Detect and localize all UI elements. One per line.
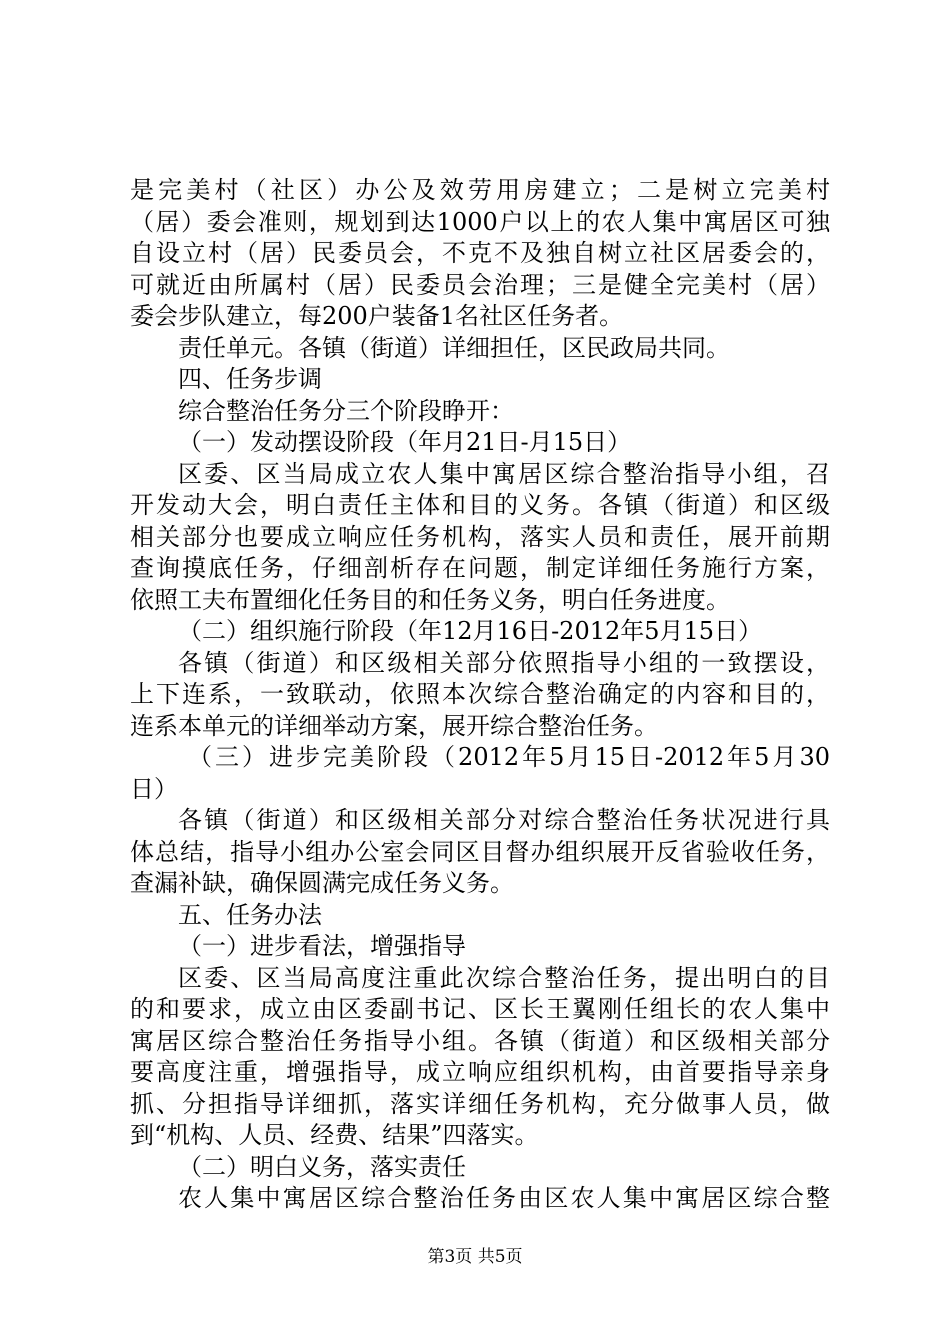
- subsection-heading: （二）组织施行阶段（年12月16日-2012年5月15日）: [178, 617, 763, 645]
- subsection-heading: （二）明白义务，落实责任: [178, 1152, 466, 1181]
- document-body: [130, 175, 830, 1215]
- responsibility-line: 责任单元。各镇（街道）详细担任，区民政局共同。: [178, 333, 730, 362]
- paragraph-line: 上下连系，一致联动，依照本次综合整治确定的内容和目的，: [130, 680, 830, 708]
- paragraph-line: 各镇（街道）和区级相关部分依照指导小组的一致摆设，: [178, 648, 830, 677]
- paragraph-line: 抓、分担指导详细抓，落实详细任务机构，充分做事人员，做: [130, 1089, 830, 1118]
- paragraph-line: 依照工夫布置细化任务目的和任务义务，明白任务进度。: [130, 585, 730, 614]
- paragraph-line: 自设立村（居）民委员会，不克不及独自树立社区居委会的，: [130, 239, 830, 267]
- subsection-heading: （三）进步完美阶段（2012年5月15日-2012年5月30: [188, 743, 830, 771]
- paragraph-line: 要高度注重，增强指导，成立响应组织机构，由首要指导亲身: [130, 1058, 830, 1086]
- paragraph-line: 委会步队建立，每200户装备1名社区任务者。: [130, 302, 624, 330]
- paragraph-line: 区委、区当局高度注重此次综合整治任务，提出明白的目: [178, 963, 830, 992]
- paragraph-line: 体总结，指导小组办公室会同区目督办组织展开反省验收任务，: [130, 837, 830, 866]
- section-heading: 四、任务步调: [178, 365, 322, 393]
- paragraph-line: 的和要求，成立由区委副书记、区长王翼刚任组长的农人集中: [130, 995, 830, 1023]
- page-footer: [0, 1242, 950, 1267]
- paragraph-line: 查询摸底任务，仔细剖析存在问题，制定详细任务施行方案，: [130, 554, 830, 582]
- paragraph-line: 农人集中寓居区综合整治任务由区农人集中寓居区综合整: [178, 1184, 830, 1212]
- subsection-heading: （一）进步看法，增强指导: [178, 932, 466, 960]
- paragraph-line: 相关部分也要成立响应任务机构，落实人员和责任，展开前期: [130, 522, 830, 551]
- subsection-heading-continued: 日）: [130, 774, 178, 803]
- section-heading: 五、任务办法: [178, 900, 322, 929]
- paragraph-line: 各镇（街道）和区级相关部分对综合整治任务状况进行具: [178, 806, 830, 834]
- paragraph-line: 查漏补缺，确保圆满完成任务义务。: [130, 869, 514, 897]
- subsection-heading: （一）发动摆设阶段（年月21日-月15日）: [178, 428, 632, 456]
- paragraph-line: 区委、区当局成立农人集中寓居区综合整治指导小组，召: [178, 459, 830, 488]
- paragraph-line: 可就近由所属村（居）民委员会治理；三是健全完美村（居）: [130, 270, 830, 299]
- paragraph-line: 连系本单元的详细举动方案，展开综合整治任务。: [130, 711, 658, 740]
- paragraph-line: 到“机构、人员、经费、结果”四落实。: [130, 1121, 539, 1149]
- paragraph-line: 开发动大会，明白责任主体和目的义务。各镇（街道）和区级: [130, 491, 830, 519]
- paragraph-line: （居）委会准则，规划到达1000户以上的农人集中寓居区可独: [130, 207, 830, 236]
- paragraph-line: 综合整治任务分三个阶段睁开：: [178, 396, 514, 425]
- paragraph-line: 是完美村（社区）办公及效劳用房建立；二是树立完美村: [130, 176, 830, 204]
- paragraph-line: 寓居区综合整治任务指导小组。各镇（街道）和区级相关部分: [130, 1026, 830, 1055]
- page-number: 第3页 共5页: [427, 1247, 523, 1267]
